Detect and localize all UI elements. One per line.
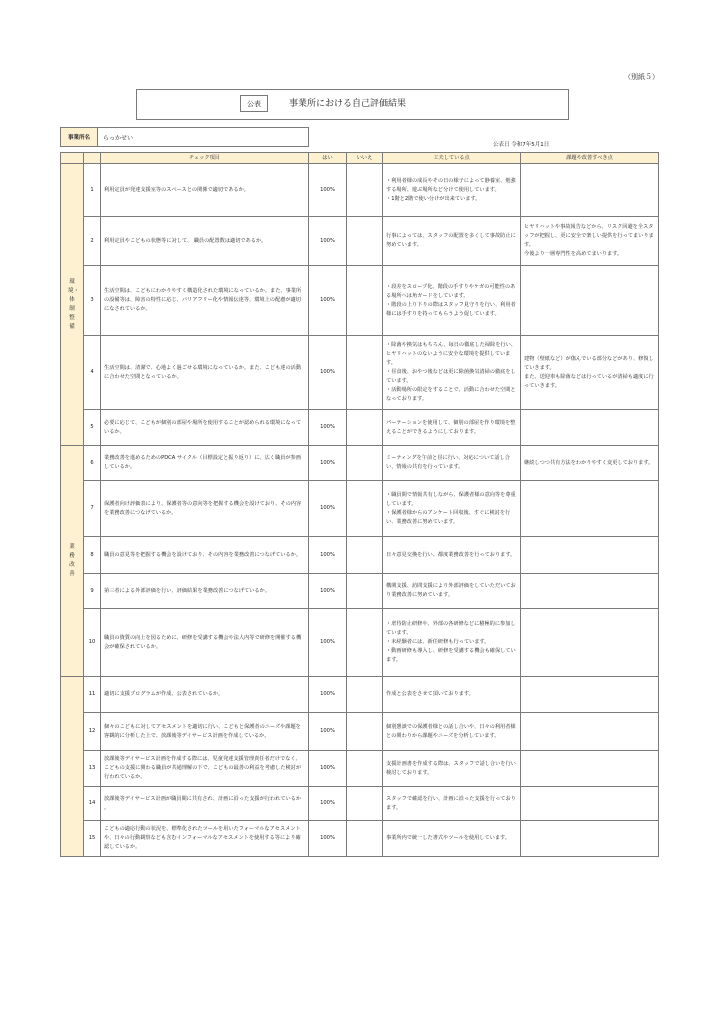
table-row bbox=[61, 266, 659, 336]
yes-percentage: 100% bbox=[309, 713, 347, 751]
effort-text: 支援計画書を作成する際は、スタッフで話し合いを行い検討しております。 bbox=[383, 751, 521, 787]
yes-percentage: 100% bbox=[309, 787, 347, 821]
item-number: 8 bbox=[84, 537, 101, 574]
table-header-row bbox=[61, 153, 659, 164]
yes-percentage: 100% bbox=[309, 751, 347, 787]
no-percentage bbox=[347, 609, 383, 677]
item-number: 4 bbox=[84, 336, 101, 410]
category-label: 環境・体制整備 bbox=[68, 278, 80, 330]
no-percentage bbox=[347, 164, 383, 217]
header-issues: 課題や改善すべき点 bbox=[521, 153, 659, 164]
effort-text: スタッフで確認を行い、計画に沿った支援を行っております。 bbox=[383, 787, 521, 821]
check-item: こどもの適応行動の状況を、標準化されたツールを用いたフォーマルなアセスメントや、日々の行動観察なども含むインフォーマルなアセスメントを使用する等により確認しているか。 bbox=[101, 821, 309, 857]
no-percentage bbox=[347, 574, 383, 609]
no-percentage bbox=[347, 821, 383, 857]
table-body bbox=[61, 164, 659, 857]
table-row bbox=[61, 410, 659, 446]
category-cell bbox=[61, 164, 84, 446]
no-percentage bbox=[347, 787, 383, 821]
item-number: 3 bbox=[84, 266, 101, 336]
effort-text: ・利用者様の成長やその日の様子によって静養室、勉強する場所、遊ぶ場所など分けて使用しています。 ・1階と2階で使い分けが出来ています。 bbox=[383, 164, 521, 217]
yes-percentage: 100% bbox=[309, 217, 347, 266]
item-number: 14 bbox=[84, 787, 101, 821]
table-row bbox=[61, 217, 659, 266]
yes-percentage: 100% bbox=[309, 164, 347, 217]
header-category bbox=[61, 153, 84, 164]
issue-text bbox=[521, 821, 659, 857]
yes-percentage: 100% bbox=[309, 537, 347, 574]
no-percentage bbox=[347, 336, 383, 410]
table-row bbox=[61, 537, 659, 574]
issue-text: ヒヤリハットや事故報告などから、リスク回避を全スタッフが把握し、更に安全で楽しい提供を行ってまいります。 今後より一層専門性を高めてまいります。 bbox=[521, 217, 659, 266]
annex-label: （別紙５） bbox=[624, 73, 659, 81]
issue-text bbox=[521, 164, 659, 217]
issue-text bbox=[521, 609, 659, 677]
no-percentage bbox=[347, 537, 383, 574]
effort-text: 事業所内で統一した書式やツールを使用しています。 bbox=[383, 821, 521, 857]
yes-percentage: 100% bbox=[309, 446, 347, 481]
yes-percentage: 100% bbox=[309, 574, 347, 609]
yes-percentage: 100% bbox=[309, 609, 347, 677]
table-row bbox=[61, 609, 659, 677]
no-percentage bbox=[347, 266, 383, 336]
table-row bbox=[61, 164, 659, 217]
header-number bbox=[84, 153, 101, 164]
table-row bbox=[61, 481, 659, 537]
issue-text bbox=[521, 410, 659, 446]
category-cell bbox=[61, 446, 84, 677]
table-row bbox=[61, 713, 659, 751]
no-percentage bbox=[347, 713, 383, 751]
issue-text bbox=[521, 677, 659, 713]
header-efforts: 工夫している点 bbox=[383, 153, 521, 164]
issue-text bbox=[521, 266, 659, 336]
effort-text: 構関支援、訪問支援により外部評価をしていただいており業務改善に努めています。 bbox=[383, 574, 521, 609]
yes-percentage: 100% bbox=[309, 410, 347, 446]
effort-text: 作成と公表をさせて頂いております。 bbox=[383, 677, 521, 713]
yes-percentage: 100% bbox=[309, 266, 347, 336]
check-item: 放課後等デイサービス計画を作成する際には、児童発達支援管理責任者だけでなく、こどもの支援に関わる職員が共通理解の下で、こどもの最善の利益を考慮した検討が行われているか。 bbox=[101, 751, 309, 787]
item-number: 13 bbox=[84, 751, 101, 787]
check-item: 利用定員やこどもの状態等に対して、 職員の配置数は適切であるか。 bbox=[101, 217, 309, 266]
effort-text: ・除菌や換気はもちろん、毎日の徹底した掃除を行い、ヒヤリハットのないように安全な環境を提供しています。 ・昼食後、おやつ後などは更に除菌換気清掃の徹底をしています。 ・活動場所の限定をすることで、活動に合わせた空間となっております。 bbox=[383, 336, 521, 410]
public-tag: 公表 bbox=[240, 95, 268, 112]
header-yes: はい bbox=[309, 153, 347, 164]
table-row bbox=[61, 751, 659, 787]
table-row bbox=[61, 821, 659, 857]
effort-text: ・段差をスロープ化、階段の手すりやケガの可能性のある場所へは角ガードをしています。 ・階段の上り下りの際はスタッフ見守りを行い、利用者様には手すりを持ってもらうよう促しています。 bbox=[383, 266, 521, 336]
yes-percentage: 100% bbox=[309, 336, 347, 410]
header-no: いいえ bbox=[347, 153, 383, 164]
yes-percentage: 100% bbox=[309, 481, 347, 537]
effort-text: 個別懇談での保護者様との話し合いや、日々の利用者様との関わりから課題やニーズを分析しています。 bbox=[383, 713, 521, 751]
check-item: 職員の意見等を把握する機会を設けており、その内容を業務改善につなげているか。 bbox=[101, 537, 309, 574]
check-item: 業務改善を進めるためのPDCA サイクル（目標設定と振り返り）に、広く職員が参画しているか。 bbox=[101, 446, 309, 481]
item-number: 1 bbox=[84, 164, 101, 217]
table-row bbox=[61, 574, 659, 609]
item-number: 15 bbox=[84, 821, 101, 857]
category-cell bbox=[61, 677, 84, 857]
effort-text: ・虐待防止研修や、外部の各研修などに積極的に参加しています。 ・未経験者には、新任研修も行っています。 ・動画研修も導入し、研修を受講する機会も確保しています。 bbox=[383, 609, 521, 677]
issue-text bbox=[521, 787, 659, 821]
item-number: 6 bbox=[84, 446, 101, 481]
check-item: 職員の資質の向上を図るために、研修を受講する機会や法人内等で研修を開催する機会が確保されているか。 bbox=[101, 609, 309, 677]
check-item: 放課後等デイサービス計画が職員間に共有され、計画に沿った支援が行われているか 。 bbox=[101, 787, 309, 821]
evaluation-table bbox=[60, 152, 659, 857]
issue-text: 建物（壁紙など）が傷んでいる部分などがあり、修復していきます。 また、送迎車も除菌などは行っているが清掃も適度に行っていきます。 bbox=[521, 336, 659, 410]
check-item: 保護者向け評価表により、保護者等の意向等を把握する機会を設けており、その内容を業務改善につなげているか。 bbox=[101, 481, 309, 537]
table-row bbox=[61, 677, 659, 713]
yes-percentage: 100% bbox=[309, 677, 347, 713]
item-number: 5 bbox=[84, 410, 101, 446]
effort-text: 日々意見交換を行い、都度業務改善を行っております。 bbox=[383, 537, 521, 574]
item-number: 9 bbox=[84, 574, 101, 609]
check-item: 利用定員が発達支援室等のスペースとの関係で適切であるか。 bbox=[101, 164, 309, 217]
yes-percentage: 100% bbox=[309, 821, 347, 857]
office-name-value: らっかせい bbox=[98, 127, 309, 147]
item-number: 12 bbox=[84, 713, 101, 751]
effort-text: ・職員間で情報共有しながら、保護者様の意向等を尊重しています。 ・保護者様からのアンケート回収後、すぐに検討を行い、業務改善に努めています。 bbox=[383, 481, 521, 537]
table-row bbox=[61, 336, 659, 410]
issue-text bbox=[521, 537, 659, 574]
no-percentage bbox=[347, 677, 383, 713]
effort-text: ミーティングを午前と昼に行い、対応について話し合い、情報の共有を行っています。 bbox=[383, 446, 521, 481]
table-row bbox=[61, 446, 659, 481]
check-item: 生活空間は、こどもにわかりやすく構造化された環境になっているか。また、事業所の設備等は、障害の特性に応じ、バリアフリー化や情報伝達等、環境上の配慮が適切になされているか。 bbox=[101, 266, 309, 336]
no-percentage bbox=[347, 446, 383, 481]
item-number: 11 bbox=[84, 677, 101, 713]
issue-text bbox=[521, 481, 659, 537]
no-percentage bbox=[347, 751, 383, 787]
effort-text: パーテーションを使用して、個別の部屋を作り環境を整えることができるようにしております。 bbox=[383, 410, 521, 446]
check-item: 個々のこどもに対してアセスメントを適切に行い、こどもと保護者のニーズや課題を客観的に分析した上で、放課後等デイサービス計画を作成しているか。 bbox=[101, 713, 309, 751]
issue-text bbox=[521, 713, 659, 751]
check-item: 必要に応じて、こどもが個別の部屋や場所を使用することが認められる環境になっているか。 bbox=[101, 410, 309, 446]
issue-text bbox=[521, 751, 659, 787]
office-name-label: 事業所名 bbox=[60, 127, 98, 147]
item-number: 10 bbox=[84, 609, 101, 677]
no-percentage bbox=[347, 410, 383, 446]
effort-text: 行事によっては、スタッフの配置を多くして事故防止に努めています。 bbox=[383, 217, 521, 266]
no-percentage bbox=[347, 481, 383, 537]
item-number: 2 bbox=[84, 217, 101, 266]
page-title: 事業所における自己評価結果 bbox=[289, 99, 407, 109]
category-label: 業務改善 bbox=[69, 544, 75, 577]
table-row bbox=[61, 787, 659, 821]
check-item: 第三者による外部評価を行い、評価結果を業務改善につなげているか。 bbox=[101, 574, 309, 609]
issue-text bbox=[521, 574, 659, 609]
issue-text: 継続しつつ共有方法をわかりやすく変更しております。 bbox=[521, 446, 659, 481]
publish-date: 公表日 令和7年5月1日 bbox=[493, 142, 550, 148]
no-percentage bbox=[347, 217, 383, 266]
check-item: 生活空間は、清潔で、心地よく過ごせる環境になっているか。また、こども達の活動に合わせた空間となっているか。 bbox=[101, 336, 309, 410]
check-item: 適切に支援プログラムが作成、公表されているか。 bbox=[101, 677, 309, 713]
item-number: 7 bbox=[84, 481, 101, 537]
header-check-item: チェック項目 bbox=[101, 153, 309, 164]
